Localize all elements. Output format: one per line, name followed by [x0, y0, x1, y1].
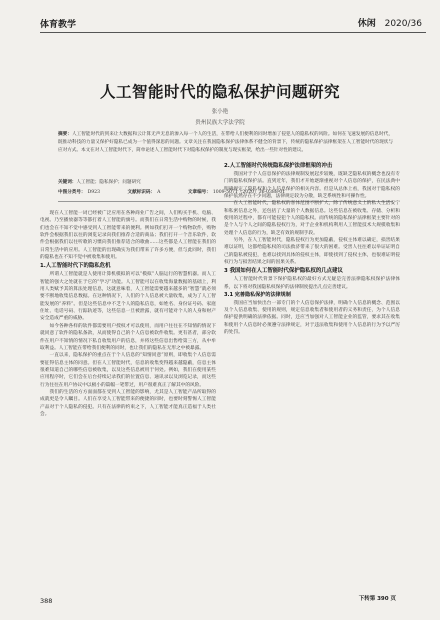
- continued-on-note: 下转第 390 页: [358, 596, 396, 602]
- body-paragraph: 如今各种各样的软件都需要用户授权才可以使用，而用户往往在不知情的情况下就同意了软件的隐私条款，从而使得自己的个人信息被软件收集。更有甚者，部分软件在用户不知情的情况下私自收集用户的信息，并将这些信息出售给第三方，从中牟取利益。人工智能在带给我们便利的同时，也让我们的隐私在无形之中被暴露。: [40, 323, 216, 351]
- body-paragraph: 人工智能时代背景下保护隐私权的最好方式无疑是完善法律隐私权保护法律体系，以下将对我国隐私权保护的法律制度提出几点完善建议。: [224, 277, 400, 290]
- journal-section-name: 体育教学: [40, 20, 77, 30]
- body-paragraph: 另外，在人工智能时代，隐私侵权行为更加隐蔽，侵权主体难以确定，损害结果难以证明，这都给隐私权的司法救济带来了很大的困难。受害人往往难以举证证明自己的隐私被侵犯，也难以找到具体的侵权主体，即使找到了侵权主体，也很难证明侵权行为与损害结果之间的因果关系。: [224, 238, 400, 266]
- section-heading: 2.人工智能时代传统隐私保护法律框架的冲击: [224, 163, 333, 169]
- header-divider: [40, 32, 426, 33]
- author-affiliation: 贵州民族大学法学院: [195, 120, 245, 126]
- body-column-left: [40, 210, 216, 590]
- section-heading: 3 我国如何在人工智能时代保护隐私权的几点建议: [224, 268, 343, 275]
- body-paragraph: 我们的生活的方方面面都在受到人工智能的影响，尤其是人工智能产品所取得的成就更是令人瞩目。人们在享受人工智能带来的便捷的同时，也要时刻警惕人工智能产品对于个人隐私的侵犯。只有在法律的约束之下，人工智能才能真正造福于人类社会。: [40, 389, 216, 417]
- clc-code: 中图分类号： D923: [58, 190, 101, 195]
- body-column-right: [224, 161, 400, 581]
- article-title: 人工智能时代的隐私保护问题研究: [99, 83, 340, 101]
- article-number: 文章编号： 1009-5071（2020）36-0388-01: [187, 190, 286, 195]
- journal-column-name: 休闲: [357, 19, 376, 29]
- section-heading: 3.1 完善隐私保护的法律规制: [224, 291, 291, 298]
- body-paragraph: 我国应当加快出台一部专门的个人信息保护法律，明确个人信息的概念、范围以及个人信息收集、使用的规则，规定信息收集者和使用者的义务和责任，为个人信息保护提供明确的法律依据。同时，还应当加强对人工智能企业的监管，要求其在收集和使用个人信息时必须遵守法律规定，对于违法收集和使用个人信息的行为予以严厉的处罚。: [224, 300, 400, 336]
- keywords-text: 人工智能；隐私保护；问题研究: [76, 180, 141, 185]
- page-number: 388: [40, 597, 53, 605]
- abstract-label: 摘要：: [58, 132, 72, 137]
- article-author: 张小艳: [211, 109, 229, 115]
- abstract-text: 人工智能时代的到来让大数据和云计算无声无息的渗入每一个人的生活，在带给人们便利的同时增加了侵犯人的隐私权的风险。如何在飞速发展的信息时代，既推动科技的力量又保护好隐私已成为一个值得深思的问题。文章关注在我国隐私保护法律体系不健全的背景下，传统的隐私保护法律框架在人工智能时代的现状与应对方式。本文在对人工智能时代下，简单论述人工智能时代下对隐私权保护的制度与现实框架，给出一些针对性的建议。: [58, 132, 393, 154]
- keywords-label: 关键词：: [58, 180, 77, 185]
- body-paragraph: 所谓人工智能就是人使用计算机模拟的可以“模拟”人脑运行的智慧机器。而人工智能的强大之处就在于它的“学习”功能。人工智能可以在收集海量数据的基础上，利用人类赋予其的算法处理信息，这就意味着，人工智能需要越来越多的“智慧”就必须要不断地收集信息数据。在这种情况下，人们的个人信息被大量收集，成为了人工智能发展的“养料”。但是这些信息中不乏个人的隐私信息，如姓名、身份证号码、家庭住址、电话号码、行踪轨迹等，这些信息一旦被泄露，就有可能对个人的人身和财产安全造成严重的威胁。: [40, 272, 216, 322]
- body-paragraph: 我国对于个人信息保护的法律规制发展起步较晚，既缺乏隐私权的概念也没有专门的隐私权保护法。直到近年，我们才开始逐渐重视对个人信息的保护，在民法典中明确规定了隐私权和个人信息保护的相关内容。但是从总体上看，我国对于隐私权的保护依然存在不少问题，法律规定较为分散，缺乏系统性和可操作性。: [224, 172, 400, 200]
- section-heading: 1.人工智能时代下的隐私危机: [40, 263, 111, 270]
- body-paragraph: 在人工智能时代，隐私权的客体范围不断扩大，除了传统意义上的私人生活安宁和私密信息之外，还包括了大量的个人数据信息。这些信息在被收集、存储、分析和使用的过程中，都有可能侵犯个人的隐私权。而传统的隐私保护法律框架主要针对的是个人与个人之间的隐私侵权行为，对于企业和机构利用人工智能技术大规模收集和处理个人信息的行为，缺乏有效的规制手段。: [224, 201, 400, 236]
- journal-issue: [358, 16, 422, 29]
- abstract: [58, 131, 393, 155]
- body-paragraph: 现在人工智能一词已经被广泛应用在各种商业广告之间，人们购买手机、电脑、电视、乃至播放器等等都打着人工智能的旗号。而我们在日常生活中购物的时候，我们也会在不知不觉中感受到人工智能带来的便利。例如我们打开一个购物软件，购物软件会根据我们以往的浏览记录向我们推荐合适的商品；我们打开一个音乐软件，软件会根据我们以往听歌的习惯向我们推荐适合的歌曲……这些都是人工智能在我们的日常生活中的应用。人工智能的出现确实为我们带来了许多方便，但与此同时，我们的隐私也在不知不觉中被收集和使用。: [40, 211, 216, 261]
- doc-code: 文献标识码： A: [127, 190, 161, 195]
- issue-number: 2020/36: [384, 19, 422, 29]
- body-paragraph: 一直以来，隐私保护的重点在于个人信息的“知情同意”原则，即收集个人信息需要征得信息主体的同意。但在人工智能时代，信息的收集变得越来越隐蔽，信息主体很难知道自己的哪些信息被收集，以及这些信息被用于何处。例如，我们在使用某些应用程序时，它们会在后台持续记录我们的位置信息、通讯录以及浏览记录，而这些行为往往在用户协议中以极小的篇幅一笔带过，用户很难真正了解其中的风险。: [40, 353, 216, 388]
